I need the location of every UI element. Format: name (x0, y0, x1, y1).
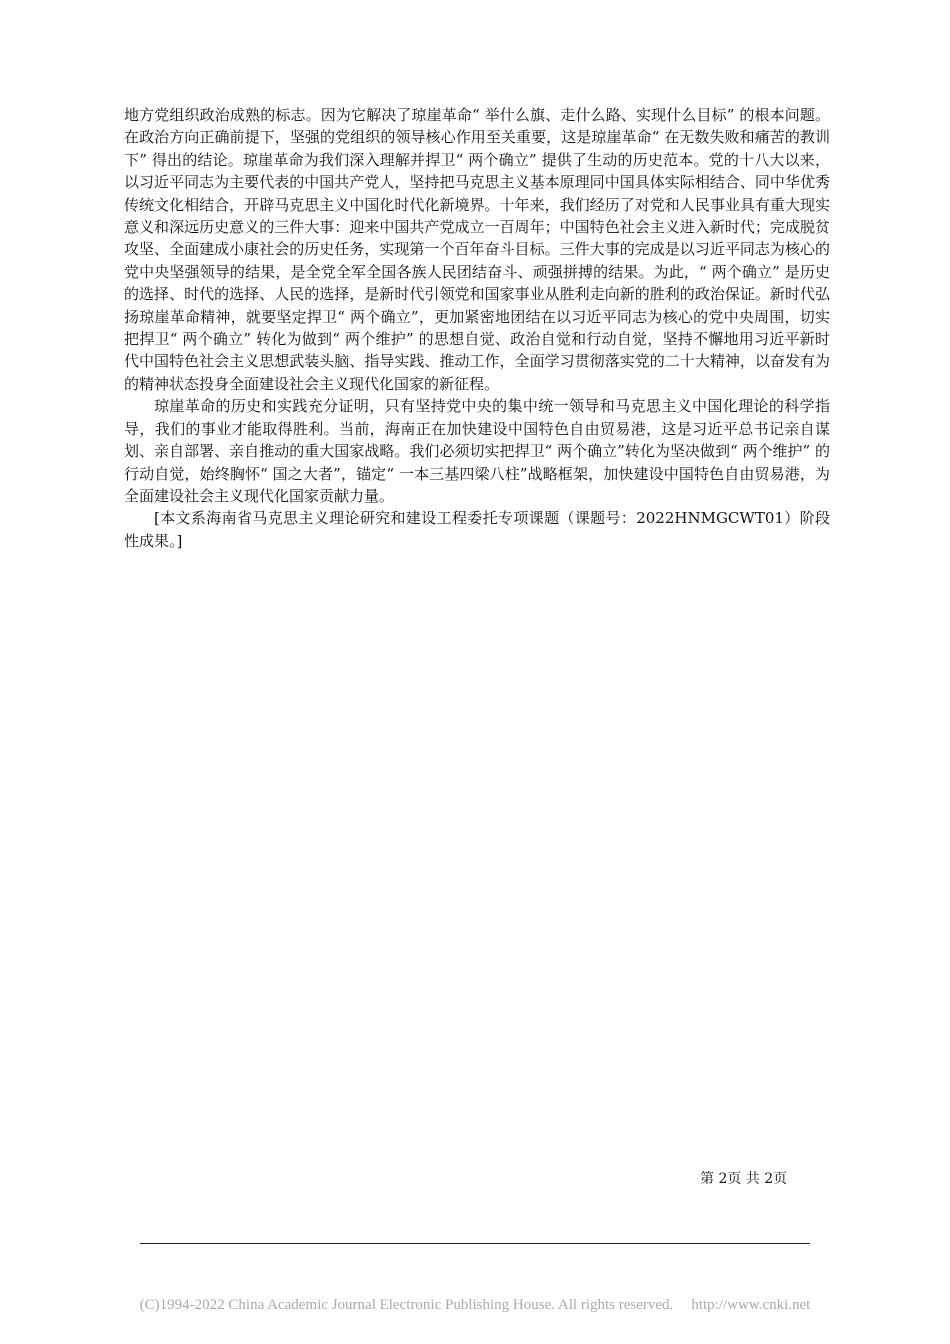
article-body (124, 104, 830, 552)
footer-divider (140, 1243, 810, 1244)
funding-note: [本文系海南省马克思主义理论研究和建设工程委托专项课题（课题号：2022HNMGCWT01）阶段性成果。] (124, 509, 830, 550)
page-number: 第 2页 共 2页 (700, 1171, 788, 1187)
cnki-footer (0, 1294, 950, 1316)
paragraph: 琼崖革命的历史和实践充分证明，只有坚持党中央的集中统一领导和马克思主义中国化理论的科学指导，我们的事业才能取得胜利。当前，海南正在加快建设中国特色自由贸易港，这是习近平总书记亲自谋划、亲自部署、亲自推动的重大国家战略。我们必须切实把捍卫“ 两个确立”转化为坚决做到“ 两个维护” 的行动自觉，始终胸怀“ 国之大者”，锚定“ 一本三基四梁八柱”战略框架，加快建设中国特色自由贸易港，为全面建设社会主义现代化国家贡献力量。 (124, 397, 830, 505)
footer-url[interactable]: http://www.cnki.net (691, 1297, 811, 1313)
paragraph: 地方党组织政治成熟的标志。因为它解决了琼崖革命“ 举什么旗、走什么路、实现什么目标” 的根本问题。在政治方向正确前提下，坚强的党组织的领导核心作用至关重要，这是琼崖革命“ 在无数失败和痛苦的教训下” 得出的结论。琼崖革命为我们深入理解并捍卫“ 两个确立” 提供了生动的历史范本。党的十八大以来，以习近平同志为主要代表的中国共产党人，坚持把马克思主义基本原理同中国具体实际相结合、同中华优秀传统文化相结合，开辟马克思主义中国化时代化新境界。十年来，我们经历了对党和人民事业具有重大现实意义和深远历史意义的三件大事：迎来中国共产党成立一百周年；中国特色社会主义进入新时代；完成脱贫攻坚、全面建成小康社会的历史任务，实现第一个百年奋斗目标。三件大事的完成是以习近平同志为核心的党中央坚强领导的结果，是全党全军全国各族人民团结奋斗、顽强拼搏的结果。为此，“ 两个确立” 是历史的选择、时代的选择、人民的选择，是新时代引领党和国家事业从胜利走向新的胜利的政治保证。新时代弘扬琼崖革命精神，就要坚定捍卫“ 两个确立”，更加紧密地团结在以习近平同志为核心的党中央周围，切实把捍卫“ 两个确立” 转化为做到“ 两个维护” 的思想自觉、政治自觉和行动自觉，坚持不懈地用习近平新时代中国特色社会主义思想武装头脑、指导实践、推动工作，全面学习贯彻落实党的二十大精神，以奋发有为的精神状态投身全面建设社会主义现代化国家的新征程。 (124, 106, 830, 393)
copyright-text: (C)1994-2022 China Academic Journal Electronic Publishing House. All rights reserved. (139, 1297, 674, 1313)
